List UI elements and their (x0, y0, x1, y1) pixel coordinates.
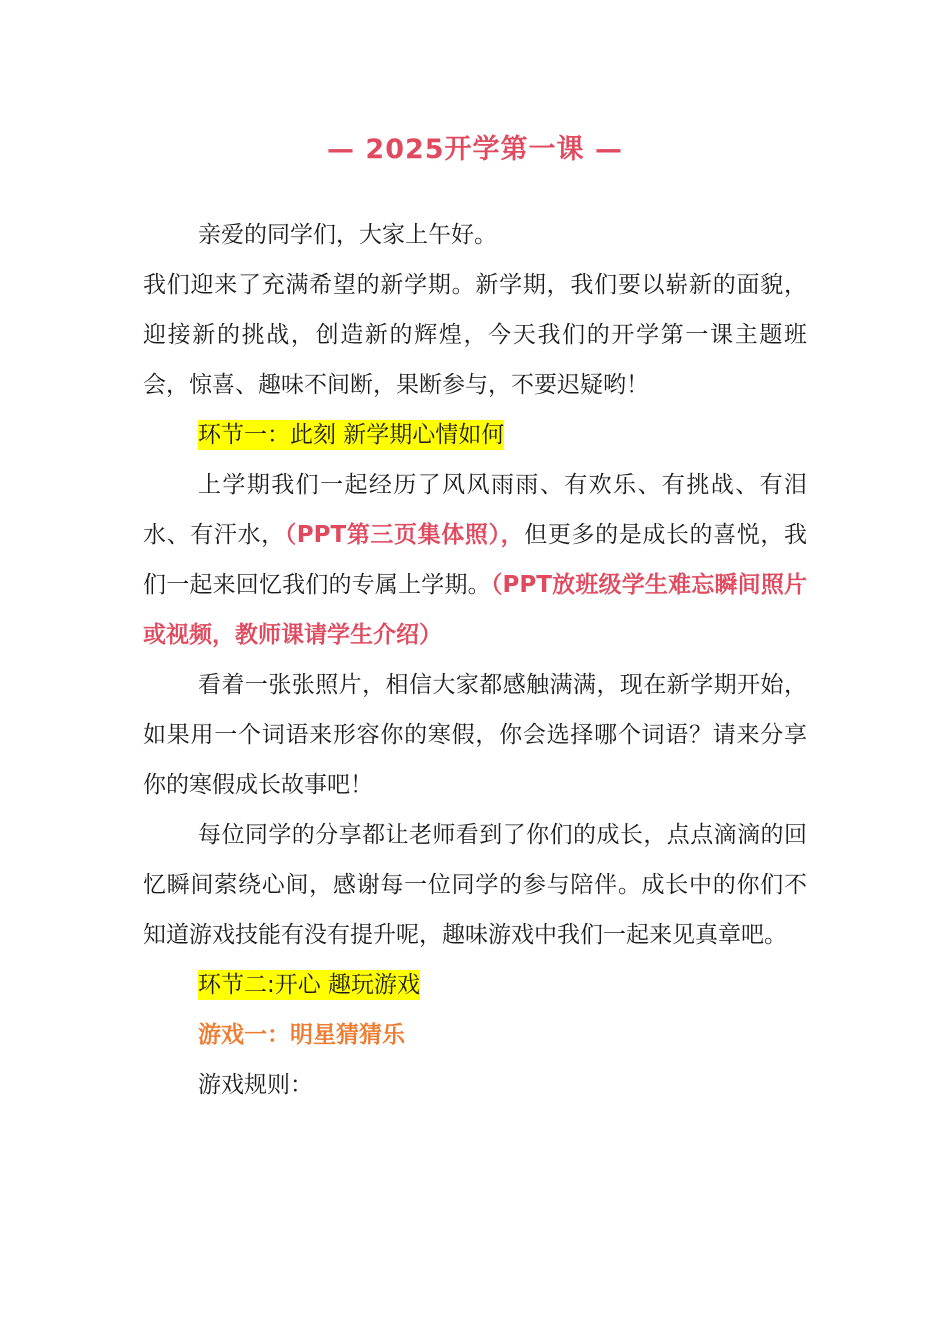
section2-heading-line (143, 960, 807, 1010)
section1-para1-text-a: 上学期我们一起经历了风风雨雨、有欢乐、有挑战、有泪水、有汗水， (143, 472, 807, 548)
greeting-paragraph: 亲爱的同学们，大家上午好。 (198, 222, 497, 248)
ppt-note-class-moments: （PPT放班级学生难忘瞬间照片或视频，教师课请学生介绍） (143, 572, 808, 648)
document-page (143, 120, 807, 1110)
intro-paragraph: 我们迎来了充满希望的新学期。新学期，我们要以崭新的面貌，迎接新的挑战，创造新的辉煌，今天我们的开学第一课主题班会，惊喜、趣味不间断，果断参与，不要迟疑哟！ (143, 272, 807, 398)
ppt-note-group-photo: （PPT第三页集体照）， (284, 522, 525, 548)
section1-para1-text-b: 但更多的是成长的喜悦，我们一起来回忆我们的专属上学期。 (143, 522, 808, 598)
game1-title: 游戏一：明星猜猜乐 (198, 1022, 405, 1048)
section1-paragraph-3: 每位同学的分享都让老师看到了你们的成长，点点滴滴的回忆瞬间萦绕心间，感谢每一位同学的参与陪伴。成长中的你们不知道游戏技能有没有提升呢，趣味游戏中我们一起来见真章吧。 (143, 822, 807, 948)
section1-paragraph-1 (143, 460, 807, 660)
section2-heading: 环节二:开心 趣玩游戏 (198, 972, 421, 998)
section1-heading: 环节一：此刻 新学期心情如何 (198, 422, 505, 448)
section1-heading-line (143, 410, 807, 460)
rules-label: 游戏规则： (198, 1072, 313, 1098)
page-title: — 2025开学第一课 — (327, 134, 623, 165)
section1-paragraph-2: 看着一张张照片，相信大家都感触满满，现在新学期开始，如果用一个词语来形容你的寒假，你会选择哪个词语？请来分享你的寒假成长故事吧！ (143, 672, 807, 798)
